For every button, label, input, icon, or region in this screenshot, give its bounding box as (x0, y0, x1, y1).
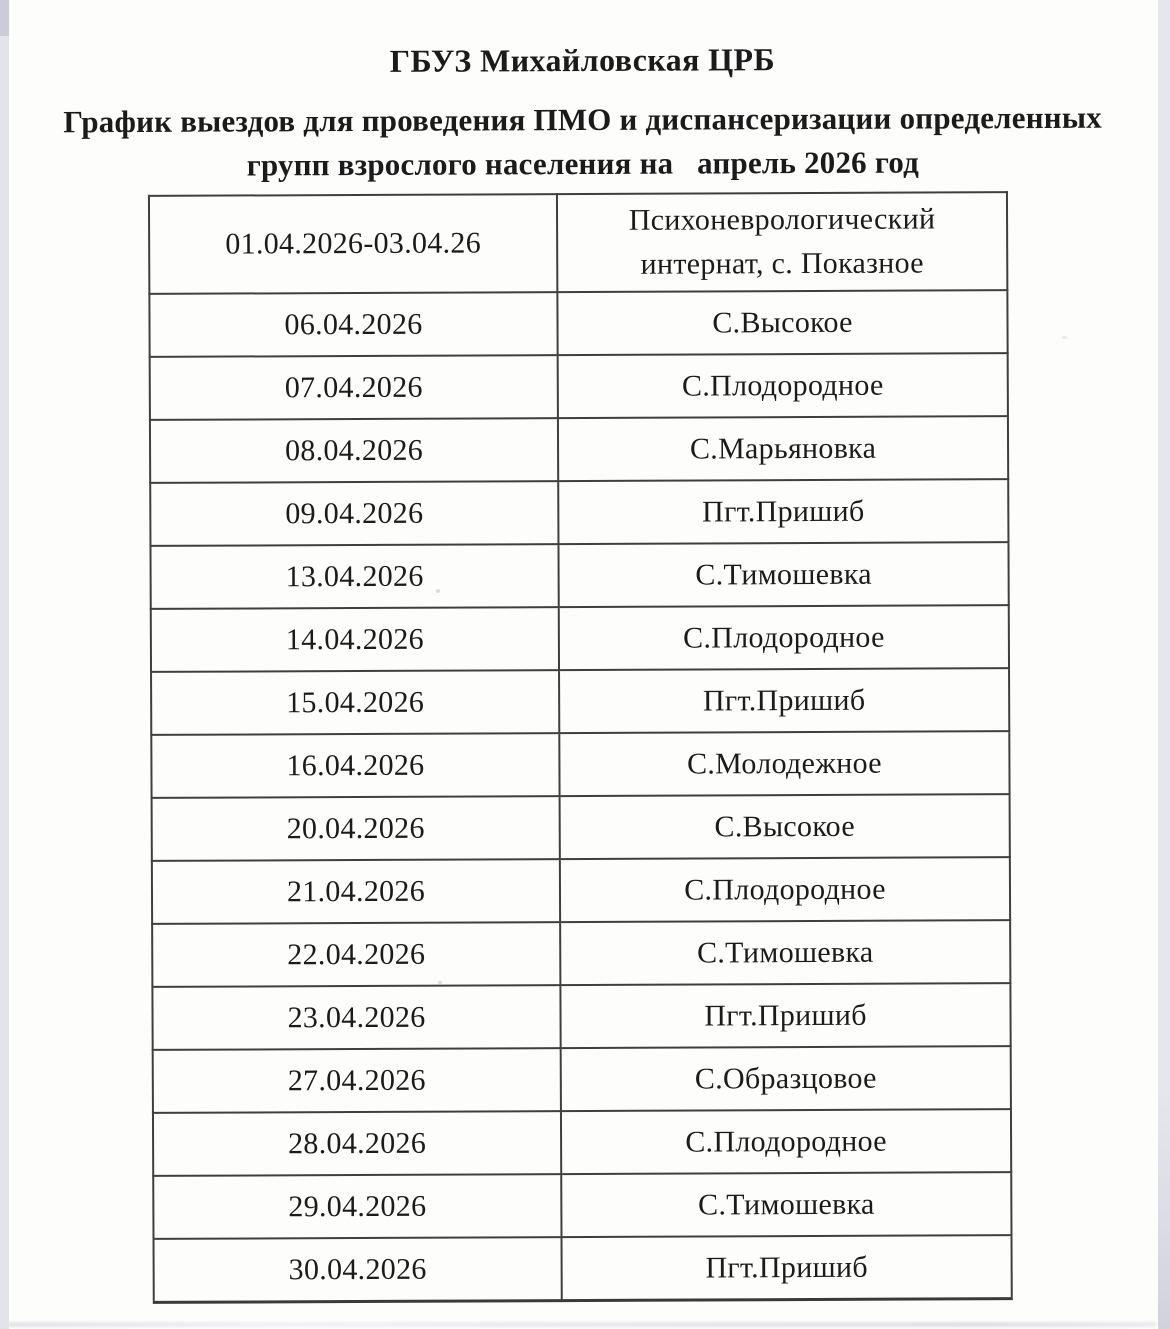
visit-location-cell: С.Плодородное (561, 1109, 1011, 1174)
visit-date-cell: 13.04.2026 (150, 544, 558, 609)
visit-location-cell: С.Тимошевка (560, 920, 1010, 985)
scan-speck (1062, 336, 1067, 339)
scan-edge-left (0, 0, 9, 1329)
table-row (151, 668, 1009, 735)
visit-location-cell: Пгт.Пришиб (560, 983, 1010, 1048)
visit-date-cell: 15.04.2026 (151, 670, 559, 735)
visit-date-cell: 21.04.2026 (152, 859, 560, 924)
table-row (150, 416, 1008, 483)
scan-speck (436, 589, 440, 593)
visit-date-cell: 29.04.2026 (153, 1174, 561, 1239)
table-row (153, 1172, 1011, 1239)
schedule-table (148, 191, 1013, 1304)
visit-date-cell: 06.04.2026 (149, 292, 557, 357)
visit-location-cell: С.Тимошевка (558, 542, 1008, 607)
table-row (149, 192, 1007, 294)
table-row (152, 920, 1010, 987)
visit-date-cell: 01.04.2026-03.04.26 (149, 194, 557, 294)
table-row (153, 1109, 1011, 1176)
visit-location-cell: Пгт.Пришиб (558, 479, 1008, 544)
visit-location-cell: Пгт.Пришиб (561, 1235, 1011, 1300)
visit-date-cell: 16.04.2026 (151, 733, 559, 798)
visit-date-cell: 27.04.2026 (153, 1048, 561, 1113)
visit-date-cell: 07.04.2026 (150, 355, 558, 420)
visit-location-cell: С.Образцовое (561, 1046, 1011, 1111)
scan-smudge-bottom (8, 1322, 1156, 1327)
visit-location-cell: Пгт.Пришиб (559, 668, 1009, 733)
visit-date-cell: 09.04.2026 (150, 481, 558, 546)
schedule-table-body (149, 192, 1012, 1302)
table-row (153, 1046, 1011, 1113)
document-subtitle: График выездов для проведения ПМО и диспансеризации определенных групп взрослого населения на апрель 2026 год (63, 99, 1102, 183)
visit-date-cell: 20.04.2026 (152, 796, 560, 861)
table-row (154, 1235, 1012, 1302)
table-row (150, 542, 1008, 609)
table-row (152, 794, 1010, 861)
scan-edge-right (1158, 0, 1170, 1329)
visit-date-cell: 23.04.2026 (152, 985, 560, 1050)
table-row (152, 857, 1010, 924)
visit-location-cell: С.Высокое (557, 290, 1007, 355)
visit-location-cell: С.Высокое (560, 794, 1010, 859)
visit-location-cell: С.Плодородное (559, 605, 1009, 670)
visit-location-cell: С.Марьяновка (558, 416, 1008, 481)
visit-date-cell: 22.04.2026 (152, 922, 560, 987)
table-row (150, 479, 1008, 546)
visit-location-cell: С.Плодородное (558, 353, 1008, 418)
table-row (149, 290, 1007, 357)
visit-date-cell: 14.04.2026 (151, 607, 559, 672)
visit-date-cell: 08.04.2026 (150, 418, 558, 483)
visit-location-cell: С.Плодородное (560, 857, 1010, 922)
visit-location-cell: Психоневрологический интернат, с. Показное (557, 192, 1007, 292)
table-row (151, 605, 1009, 672)
visit-location-cell: С.Тимошевка (561, 1172, 1011, 1237)
organization-title: ГБУЗ Михайловская ЦРБ (389, 41, 776, 79)
visit-date-cell: 30.04.2026 (154, 1237, 562, 1302)
table-row (152, 983, 1010, 1050)
visit-location-cell: С.Молодежное (559, 731, 1009, 796)
table-row (150, 353, 1008, 420)
scan-speck (438, 981, 442, 984)
table-row (151, 731, 1009, 798)
visit-date-cell: 28.04.2026 (153, 1111, 561, 1176)
